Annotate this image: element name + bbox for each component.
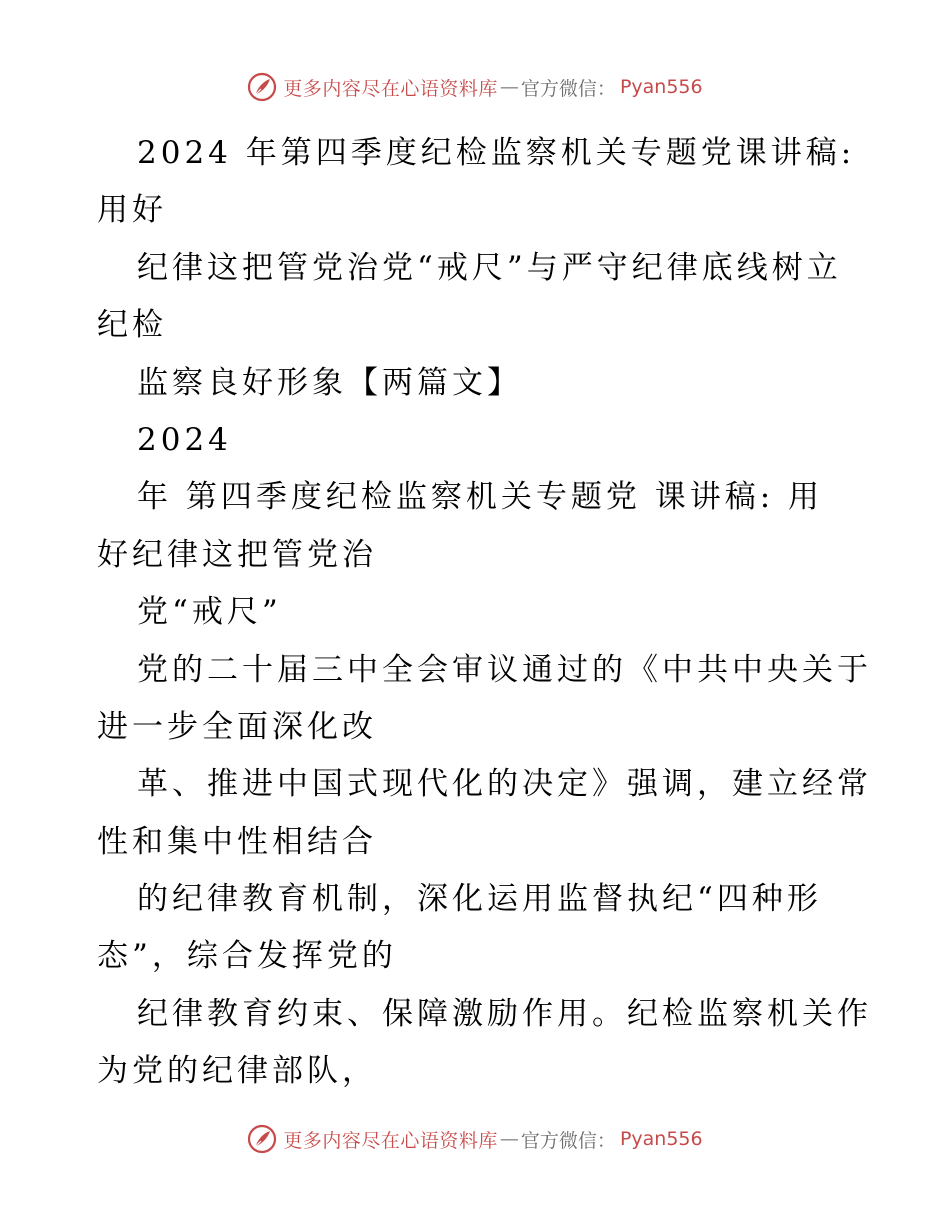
watermark-separator: — <box>499 76 519 98</box>
watermark-id: Pyan556 <box>619 1128 703 1150</box>
feather-pen-circle-icon <box>247 72 277 102</box>
text-line: 革、推进中国式现代化的决定》强调，建立经常 <box>137 766 872 803</box>
text-line: 2024 <box>137 421 232 458</box>
watermark-separator: — <box>499 1128 519 1150</box>
text-line: 监察良好形象【两篇文】 <box>137 364 522 401</box>
text-line: 年 第四季度纪检监察机关专题党 课讲稿: 用 <box>137 479 824 516</box>
text-line: 党“戒尺” <box>137 594 282 631</box>
text-line: 党的二十届三中全会审议通过的《中共中央关于 <box>137 651 872 688</box>
text-line: 纪律这把管党治党“戒尺”与严守纪律底线树立 <box>137 249 842 286</box>
text-line: 性和集中性相结合 <box>97 823 377 860</box>
document-body <box>97 125 872 1101</box>
watermark-text: 更多内容尽在心语资料库 <box>283 77 498 100</box>
header-watermark <box>0 72 950 102</box>
footer-watermark <box>0 1124 950 1154</box>
feather-pen-circle-icon <box>247 1124 277 1154</box>
text-line: 态”，综合发挥党的 <box>97 938 397 975</box>
text-line: 2024 年第四季度纪检监察机关专题党课讲稿: <box>137 135 856 171</box>
text-line: 纪律教育约束、保障激励作用。纪检监察机关作 <box>137 995 872 1032</box>
watermark-official: 官方微信： <box>520 1129 616 1152</box>
text-line: 纪检 <box>97 307 167 344</box>
text-line: 用好 <box>97 192 167 229</box>
watermark-id: Pyan556 <box>619 76 703 98</box>
text-line: 进一步全面深化改 <box>97 708 377 745</box>
text-line: 好纪律这把管党治 <box>97 536 377 573</box>
watermark-text: 更多内容尽在心语资料库 <box>283 1129 498 1152</box>
text-line: 的纪律教育机制，深化运用监督执纪“四种形 <box>137 881 822 918</box>
text-line: 为党的纪律部队， <box>97 1053 377 1090</box>
watermark-official: 官方微信： <box>520 77 616 100</box>
